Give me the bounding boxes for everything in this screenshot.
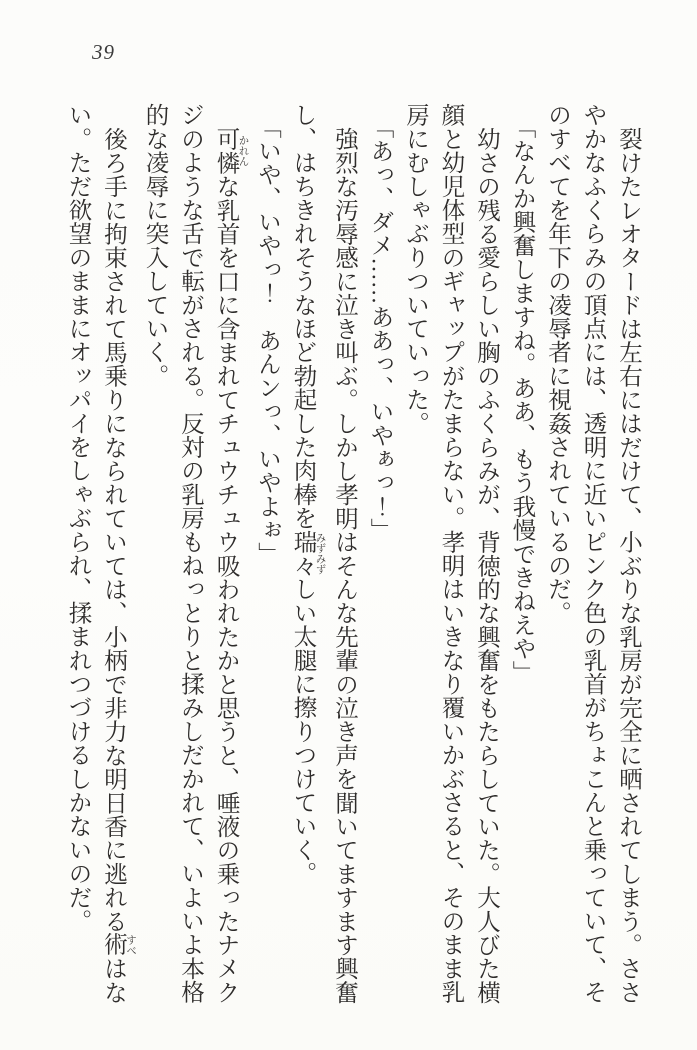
text-column — [136, 103, 172, 1028]
column-text: しい太腿に擦りつけていく。 — [289, 577, 316, 886]
ruby-base: 瑞々 — [289, 529, 316, 578]
text-block — [64, 103, 645, 1028]
column-text: はな — [100, 956, 126, 1004]
text-column — [326, 103, 362, 1028]
column-text: 強烈な汚辱感に泣き叫ぶ。しかし孝明はそんな先輩の泣き声を聞いてますます興奮 — [331, 126, 357, 1004]
column-text: 「いや、いやっ！ あんンっ、いやよぉ」 — [254, 114, 280, 566]
ruby-text: かれん — [237, 126, 249, 174]
text-column — [468, 103, 504, 1028]
text-column — [610, 103, 646, 1028]
page-number: 39 — [92, 40, 115, 64]
column-text: やかなふくらみの頂点には、透明に近いピンク色の乳首がちょこんと乗っていて、そ — [579, 103, 606, 1004]
column-text: 房にむしゃぶりついていった。 — [402, 103, 428, 435]
text-column — [284, 103, 326, 1028]
text-column — [432, 103, 468, 1028]
ruby-annotation — [289, 529, 326, 578]
ruby-text: みずみず — [314, 529, 326, 578]
column-text: 的な凌辱に突入していく。 — [141, 103, 168, 388]
column-text: ジのような舌で転がされる。反対の乳房もねっとりと揉みしだかれて、いよいよ本格 — [177, 103, 203, 1004]
column-text: 「なんか興奮しますね。ああ、もう我慢できねえや」 — [508, 114, 535, 684]
column-text: 顔と幼児体型のギャップがたまらない。孝明はいきなり覆いかぶさると、そのまま乳 — [437, 103, 464, 1004]
ruby-text: すべ — [125, 932, 136, 956]
text-column — [539, 103, 575, 1028]
column-text: 幼さの残る愛らしい胸のふくらみが、背徳的な興奮をもたらしていた。大人びた横 — [473, 126, 499, 1004]
text-column — [172, 103, 208, 1028]
column-text: 「あっ、ダメ……ああっ、いやぁっ！」 — [366, 114, 393, 542]
ruby-base: 可憐 — [212, 126, 239, 174]
ruby-annotation — [212, 126, 249, 174]
text-column — [574, 103, 610, 1028]
column-text: い。ただ欲望のままにオッパイをしゃぶられ、揉まれつづけるしかないのだ。 — [64, 103, 91, 933]
column-text: 裂けたレオタードは左右にはだけて、小ぶりな乳房が完全に晒されてしまう。ささ — [615, 126, 641, 1004]
column-text: のすべてを年下の凌辱者に視姦されているのだ。 — [544, 103, 570, 625]
ruby-annotation — [100, 932, 136, 957]
text-column — [59, 103, 95, 1028]
column-text: し、はちきれそうなほど勃起した肉棒を — [289, 103, 316, 530]
text-column-dialogue — [361, 103, 397, 1028]
text-column — [207, 103, 249, 1028]
text-column — [397, 103, 433, 1028]
text-column-dialogue — [249, 103, 285, 1028]
text-column — [95, 103, 137, 1028]
ruby-base: 術 — [100, 932, 126, 957]
text-column-dialogue — [503, 103, 539, 1028]
column-text: な乳首を口に含まれてチュウチュウ吸われたかと思うと、唾液の乗ったナメク — [212, 173, 239, 1004]
column-text: 後ろ手に拘束されて馬乗りになられていては、小柄で非力な明日香に逃れる — [100, 126, 126, 933]
